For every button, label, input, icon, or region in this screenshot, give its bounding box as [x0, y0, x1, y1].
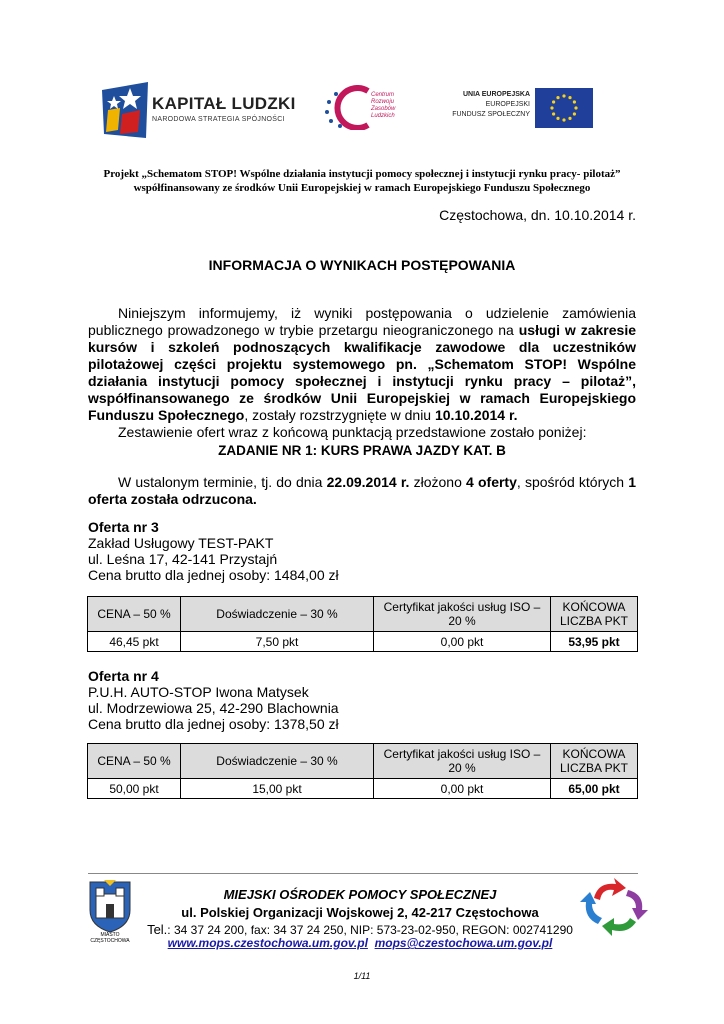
kapital-ludzki-subtitle: NARODOWA STRATEGIA SPÓJNOŚCI	[152, 116, 285, 123]
table-row	[88, 779, 638, 799]
crest-label-line: CZĘSTOCHOWA	[90, 938, 130, 944]
document-date: Częstochowa, dn. 10.10.2014 r.	[439, 207, 636, 223]
offer-price: Cena brutto dla jednej osoby: 1484,00 zł	[88, 567, 339, 583]
eu-label	[440, 90, 530, 120]
crzl-line: Zasobów	[371, 106, 396, 112]
kapital-ludzki-title: KAPITAŁ LUDZKI	[152, 94, 296, 113]
footer-contact-text: : 34 37 24 200, fax: 34 37 24 250, NIP: 573-23-02-950, REGON: 002741290	[167, 923, 573, 937]
email-link[interactable]: mops@czestochowa.um.gov.pl	[374, 936, 553, 950]
intro-text: Niniejszym informujemy, iż wyniki postępowania o udzielenie zamówienia publicznego prowadzonego w trybie przetargu nieograniczonego na	[88, 305, 636, 338]
table-header-row	[88, 744, 638, 779]
deadline-text: złożono	[409, 474, 467, 490]
website-link[interactable]: www.mops.czestochowa.um.gov.pl	[167, 936, 368, 950]
header-cell: CENA – 50 %	[88, 744, 181, 779]
header-cell: Doświadczenie – 30 %	[181, 744, 374, 779]
offer-title: Oferta nr 4	[88, 668, 159, 684]
footer-contact	[140, 922, 580, 937]
offer-address: ul. Modrzewiowa 25, 42-290 Blachownia	[88, 700, 339, 716]
deadline-date: 22.09.2014 r.	[326, 474, 410, 490]
offer-score-table	[87, 596, 638, 652]
total-score-cell: 53,95 pkt	[551, 632, 638, 652]
score-cell: 0,00 pkt	[374, 632, 551, 652]
footer-links	[150, 936, 570, 950]
offer-name: Zakład Usługowy TEST-PAKT	[88, 535, 274, 551]
deadline-text: W ustalonym terminie, tj. do dnia	[118, 474, 327, 490]
header-cell: KOŃCOWA LICZBA PKT	[551, 744, 638, 779]
crzl-line: Centrum	[371, 92, 395, 98]
header-cell: Certyfikat jakości usług ISO – 20 %	[374, 597, 551, 632]
document-heading: INFORMACJA O WYNIKACH POSTĘPOWANIA	[208, 257, 516, 273]
deadline-count: 4 oferty	[466, 474, 517, 490]
footer-tel-label: Tel.	[147, 922, 168, 937]
project-line: współfinansowany ze środków Unii Europejskiej w ramach Europejskiego Funduszu Społecznego	[133, 182, 591, 194]
score-cell: 50,00 pkt	[88, 779, 181, 799]
crest-label-line: MIASTO	[100, 932, 120, 938]
crzl-logo	[320, 85, 415, 130]
score-cell: 0,00 pkt	[374, 779, 551, 799]
intro-summary: Zestawienie ofert wraz z końcową punktacją przedstawione zostało poniżej:	[118, 424, 587, 440]
offer-price: Cena brutto dla jednej osoby: 1378,50 zł	[88, 716, 339, 732]
deadline-paragraph	[88, 474, 636, 508]
eu-line: EUROPEJSKI	[485, 101, 530, 108]
offer-name: P.U.H. AUTO-STOP Iwona Matysek	[88, 684, 309, 700]
offer-address: ul. Leśna 17, 42-141 Przystajń	[88, 551, 278, 567]
offer-title: Oferta nr 3	[88, 519, 159, 535]
deadline-text: , spośród których	[516, 474, 629, 490]
footer-divider	[88, 873, 638, 874]
intro-date: 10.10.2014 r.	[434, 407, 518, 423]
header-cell: Doświadczenie – 30 %	[181, 597, 374, 632]
intro-paragraph	[88, 305, 636, 441]
intro-bold: usługi w zakresie kursów i szkoleń podnoszących kwalifikacje zawodowe dla uczestników pilotażowej części projektu systemowego pn. „Schematom STOP! Wspólne działania instytucji pomocy społecznej i instytucji rynku pracy – pilotaż”, współfinansowanego ze środków Unii Europejskiej w ramach Europejskiego Funduszu Społecznego	[88, 322, 636, 423]
mops-logo-icon	[580, 876, 650, 936]
offer-score-table	[87, 743, 638, 799]
header-cell: Certyfikat jakości usług ISO – 20 %	[374, 744, 551, 779]
page-number: 1/11	[353, 971, 371, 981]
footer-org-name: MIEJSKI OŚRODEK POMOCY SPOŁECZNEJ	[223, 887, 497, 902]
crzl-line: Ludzkich	[371, 113, 395, 119]
task-heading: ZADANIE NR 1: KURS PRAWA JAZDY KAT. B	[218, 443, 506, 458]
eu-flag-icon	[535, 88, 593, 128]
crest-label	[80, 932, 140, 944]
offer-block	[88, 668, 339, 732]
table-row	[88, 632, 638, 652]
score-cell: 46,45 pkt	[88, 632, 181, 652]
intro-text: , zostały rozstrzygnięte w dniu	[244, 407, 435, 423]
eu-line: FUNDUSZ SPOŁECZNY	[452, 111, 530, 118]
header-cell: CENA – 50 %	[88, 597, 181, 632]
eu-line: UNIA EUROPEJSKA	[462, 91, 530, 98]
crzl-text	[371, 92, 395, 120]
score-cell: 15,00 pkt	[181, 779, 374, 799]
project-statement	[70, 167, 654, 195]
offer-block	[88, 519, 339, 583]
score-cell: 7,50 pkt	[181, 632, 374, 652]
deadline-rejected: 1 oferta została odrzucona.	[88, 474, 636, 507]
crzl-line: Rozwoju	[371, 99, 395, 105]
footer-address: ul. Polskiej Organizacji Wojskowej 2, 42-217 Częstochowa	[181, 905, 539, 920]
table-header-row	[88, 597, 638, 632]
project-line: Projekt „Schematom STOP! Wspólne działania instytucji pomocy społecznej i instytucji rynku pracy- pilotaż”	[103, 168, 621, 180]
total-score-cell: 65,00 pkt	[551, 779, 638, 799]
header-cell: KOŃCOWA LICZBA PKT	[551, 597, 638, 632]
